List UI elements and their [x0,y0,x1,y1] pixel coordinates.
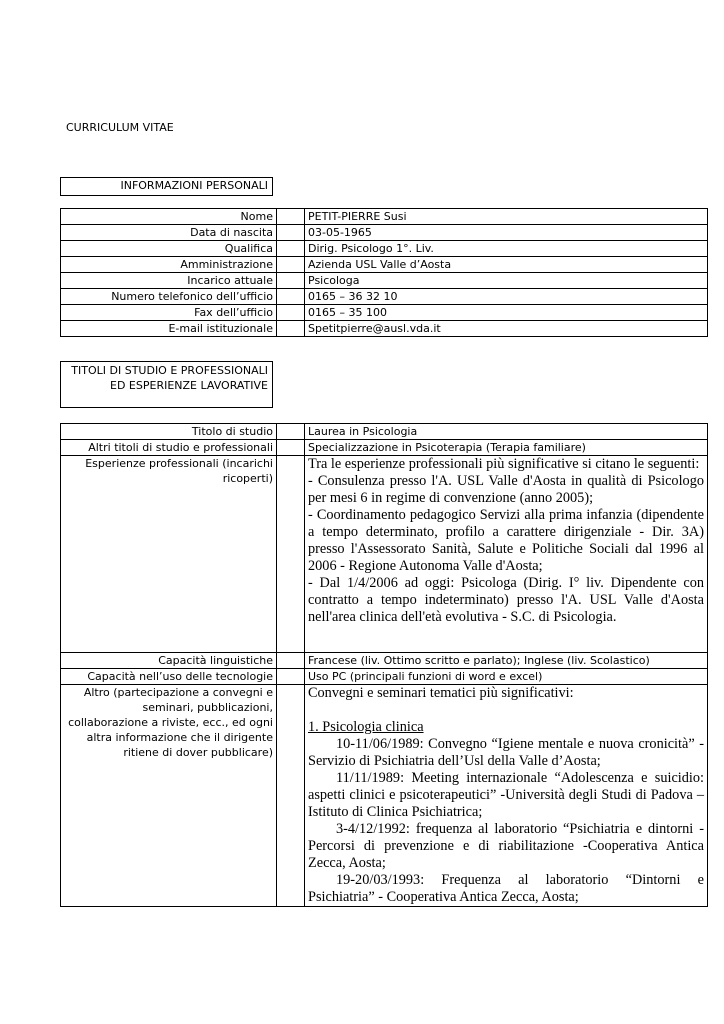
conference-item: 3-4/12/1992: frequenza al laboratorio “Psichiatria e dintorni - Percorsi di prevenzione e di riabilitazione -Cooperativa Antica Zecca, Aosta; [308,821,704,871]
table-row [61,289,708,305]
personal-field-value: Psicologa [305,273,708,289]
personal-field-label: Nome [61,209,277,225]
personal-field-value: Azienda USL Valle d’Aosta [305,257,708,273]
table-row [61,321,708,337]
experience-paragraph: - Consulenza presso l'A. USL Valle d'Aosta in qualità di Psicologo per mesi 6 in regime di convenzione (anno 2005); [308,473,704,506]
experience-value [305,456,708,653]
personal-field-value: Spetitpierre@ausl.vda.it [305,321,708,337]
table-row [61,209,708,225]
table-row [61,273,708,289]
table-row [61,225,708,241]
personal-field-label: Fax dell’ufficio [61,305,277,321]
languages-value: Francese (liv. Ottimo scritto e parlato); Inglese (liv. Scolastico) [305,653,708,669]
conference-item: 19-20/03/1993: Frequenza al laboratorio “Dintorni e Psichiatria” - Cooperativa Antica Zecca, Aosta; [308,872,704,905]
personal-field-label: Incarico attuale [61,273,277,289]
personal-info-table [60,208,708,337]
section-heading: 1. Psicologia clinica [308,719,424,735]
personal-field-label: E-mail istituzionale [61,321,277,337]
personal-info-header: INFORMAZIONI PERSONALI [60,177,273,196]
studies-header [60,361,273,408]
studies-table [60,423,708,907]
conferences-intro: Convegni e seminari tematici più significativi: [308,685,574,701]
table-row [61,653,708,669]
personal-field-value: 0165 – 35 100 [305,305,708,321]
tech-skills-label: Capacità nell’uso delle tecnologie [61,669,277,685]
study-title-label: Titolo di studio [61,424,277,440]
experience-label: Esperienze professionali (incarichi ricoperti) [61,456,277,653]
table-row [61,440,708,456]
tech-skills-value: Uso PC (principali funzioni di word e excel) [305,669,708,685]
table-row [61,257,708,273]
experience-paragraph: - Dal 1/4/2006 ad oggi: Psicologa (Dirig. I° liv. Dipendente con contratto a tempo indeterminato) presso l'A. USL Valle d'Aosta nell'area clinica dell'età evolutiva - S.C. di Psicologia. [308,575,704,625]
table-row [61,305,708,321]
languages-label: Capacità linguistiche [61,653,277,669]
table-row [61,424,708,440]
experience-paragraph: - Coordinamento pedagogico Servizi alla prima infanzia (dipendente a tempo determinato, profilo a carattere dirigenziale - Dir. 3A) presso l'Assessorato Sanità, Salute e Politiche Sociali dal 1996 al 2006 - Regione Autonoma Valle d'Aosta; [308,507,704,574]
table-row [61,685,708,907]
table-row [61,456,708,653]
other-info-label: Altro (partecipazione a convegni e seminari, pubblicazioni, collaborazione a riviste, ecc., ed ogni altra informazione che il dirigente ritiene di dover pubblicare) [61,685,277,907]
personal-field-value: 0165 – 36 32 10 [305,289,708,305]
personal-field-value: 03-05-1965 [305,225,708,241]
study-title-value: Laurea in Psicologia [305,424,708,440]
experience-paragraph: Tra le esperienze professionali più significative si citano le seguenti: [308,456,700,472]
studies-header-line2: ED ESPERIENZE LAVORATIVE [110,379,268,392]
table-row [61,669,708,685]
personal-field-value: PETIT-PIERRE Susi [305,209,708,225]
personal-field-value: Dirig. Psicologo 1°. Liv. [305,241,708,257]
personal-field-label: Amministrazione [61,257,277,273]
personal-field-label: Qualifica [61,241,277,257]
document-title: CURRICULUM VITAE [66,121,174,134]
other-info-value [305,685,708,907]
other-titles-label: Altri titoli di studio e professionali [61,440,277,456]
personal-field-label: Data di nascita [61,225,277,241]
other-titles-value: Specializzazione in Psicoterapia (Terapia familiare) [305,440,708,456]
table-row [61,241,708,257]
conference-item: 10-11/06/1989: Convegno “Igiene mentale e nuova cronicità” - Servizio di Psichiatria dell’Usl della Valle d’Aosta; [308,736,704,769]
studies-header-line1: TITOLI DI STUDIO E PROFESSIONALI [71,364,268,377]
personal-field-label: Numero telefonico dell’ufficio [61,289,277,305]
conference-item: 11/11/1989: Meeting internazionale “Adolescenza e suicidio: aspetti clinici e psicoterapeutici” -Università degli Studi di Padova – Istituto di Clinica Psichiatrica; [308,770,704,820]
